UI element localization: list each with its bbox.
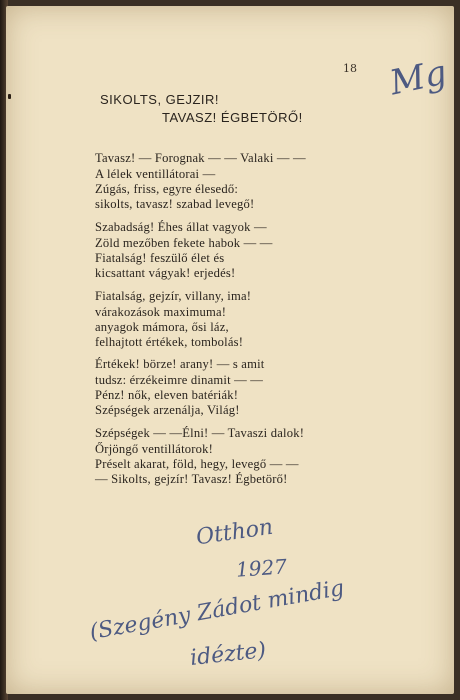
stanza-4-line-3: Pénz! nők, eleven batériák! (95, 388, 239, 402)
handwritten-note-line-1: (Szegény Zádot mindig (87, 575, 347, 646)
stanza-4-line-1: Értékek! börze! arany! — s amit (95, 357, 265, 371)
stanza-5-line-2: Őrjöngő ventillátorok! (95, 442, 214, 456)
stanza-1-line-3: Zúgás, friss, egyre élesedő: (95, 182, 239, 196)
stanza-2-line-1: Szabadság! Éhes állat vagyok — (95, 220, 267, 234)
margin-mark (8, 94, 11, 99)
stanza-2-line-3: Fiatalság! feszülő élet és (95, 251, 225, 265)
handwritten-note-line-2: idézte) (188, 638, 268, 671)
stanza-3-line-4: felhajtott értékek, tombolás! (95, 335, 244, 349)
stanza-4-line-2: tudsz: érzékeimre dinamit — — (95, 373, 264, 387)
stanza-1-line-2: A lélek ventillátorai — (95, 167, 216, 181)
stanza-1-line-1: Tavasz! — Forognak — — Valaki — — (95, 151, 306, 165)
stanza-5-line-1: Szépségek — —Élni! — Tavaszi dalok! (95, 426, 305, 440)
handwritten-place: Otthon (194, 514, 275, 551)
stanza-2-line-4: kicsattant vágyak! erjedés! (95, 266, 236, 280)
stanza-5-line-3: Préselt akarat, föld, hegy, levegő — — (95, 457, 299, 471)
stanza-3-line-3: anyagok mámora, ősi láz, (95, 320, 229, 334)
title-line-2: TAVASZ! ÉGBETÖRŐ! (162, 110, 303, 125)
page-number: 18 (343, 62, 357, 75)
stanza-3-line-1: Fiatalság, gejzír, villany, ima! (95, 289, 252, 303)
stanza-1-line-4: sikolts, tavasz! szabad levegő! (95, 197, 255, 211)
handwritten-initials: Mg (386, 52, 451, 104)
stanza-5-line-4: — Sikolts, gejzír! Tavasz! Égbetörő! (95, 472, 288, 486)
title-line-1: SIKOLTS, GEJZIR! (100, 92, 220, 107)
stanza-3-line-2: várakozások maximuma! (95, 305, 227, 319)
stanza-2-line-2: Zöld mezőben fekete habok — — (95, 236, 273, 250)
stanza-4-line-4: Szépségek arzenálja, Világ! (95, 403, 240, 417)
handwritten-year: 1927 (235, 554, 288, 582)
